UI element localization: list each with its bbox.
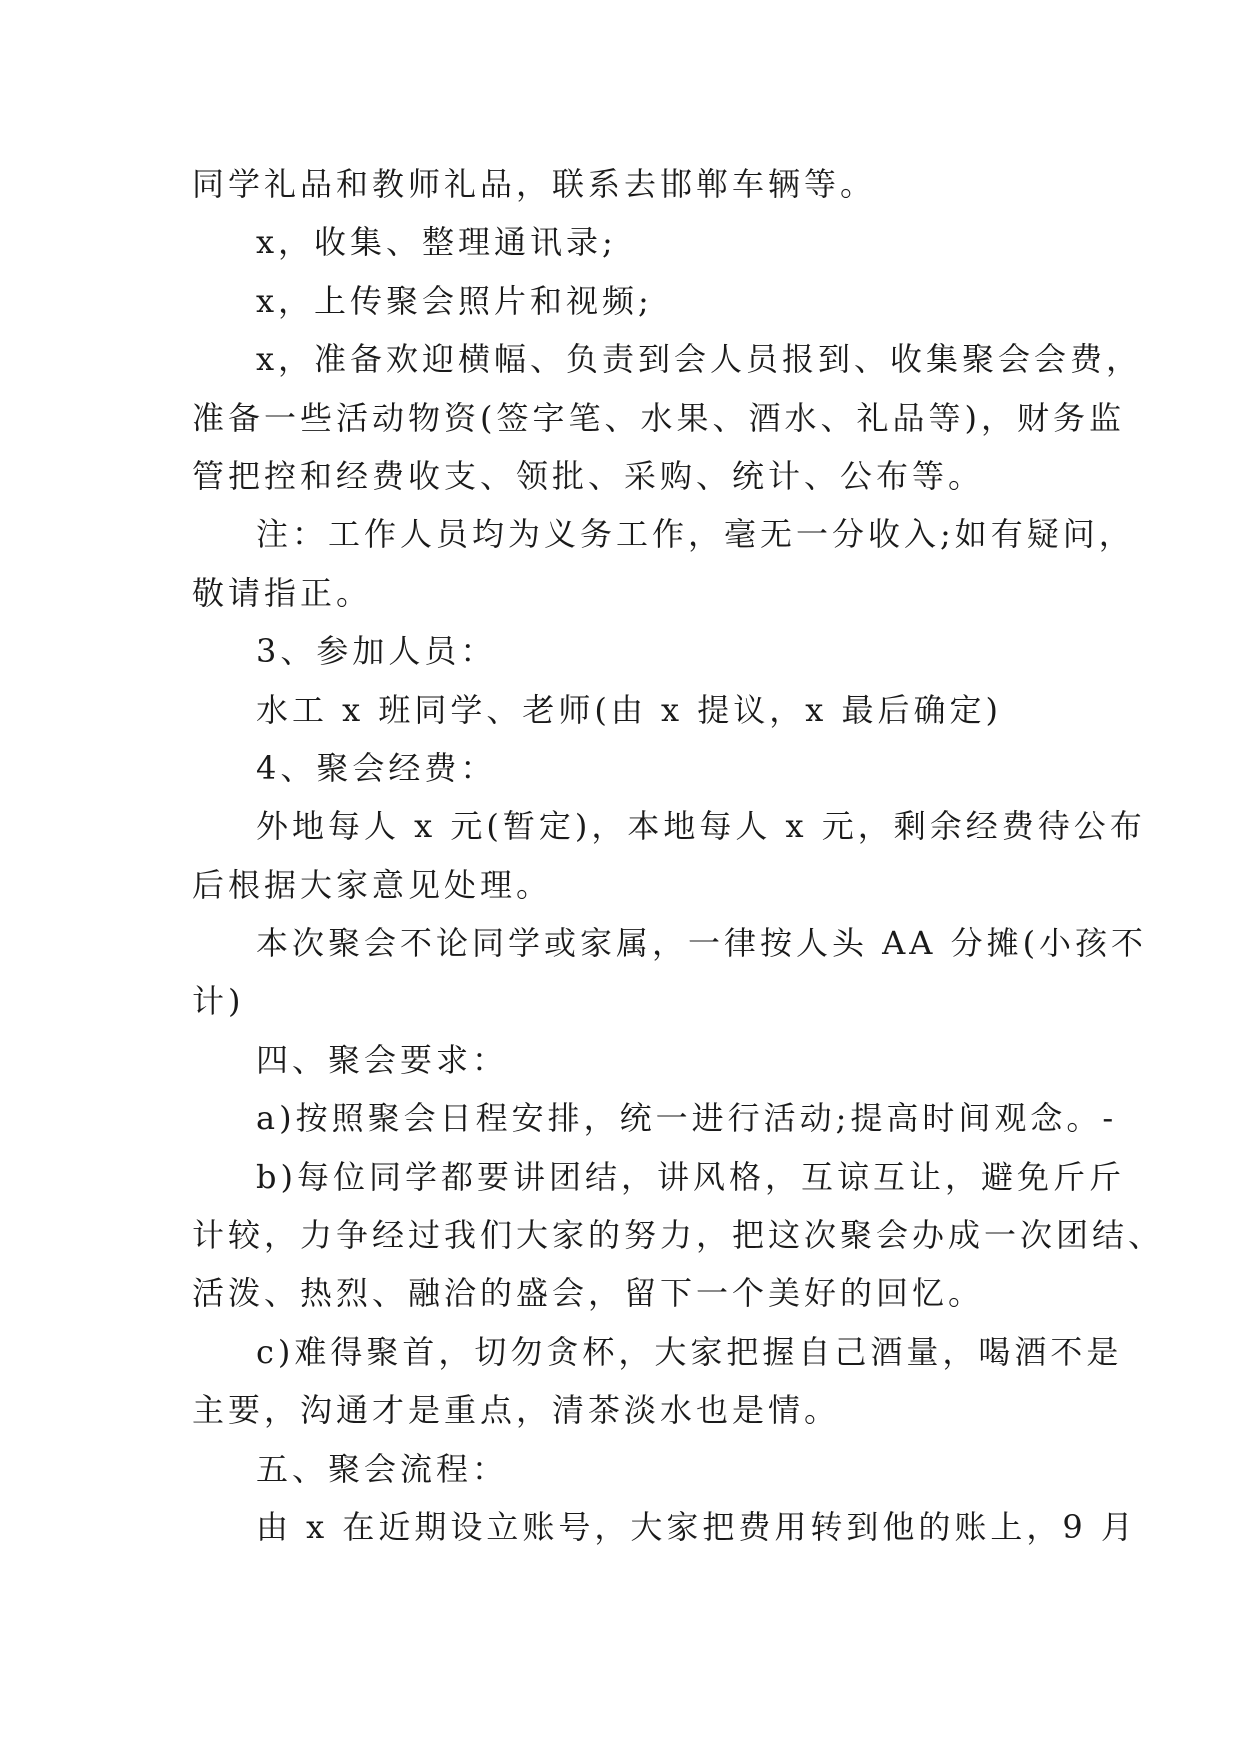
text-line: c)难得聚首，切勿贪杯，大家把握自己酒量，喝酒不是 — [256, 1332, 1123, 1371]
text-line: 水工 x 班同学、老师(由 x 提议，x 最后确定) — [256, 690, 1002, 729]
text-line: 计较，力争经过我们大家的努力，把这次聚会办成一次团结、 — [192, 1216, 1165, 1255]
section-heading: 五、聚会流程： — [256, 1449, 509, 1488]
text-line: 本次聚会不论同学或家属，一律按人头 AA 分摊(小孩不 — [256, 924, 1148, 963]
text-line: 注：工作人员均为义务工作，毫无一分收入;如有疑问， — [256, 515, 1135, 554]
text-line: 同学礼品和教师礼品，联系去邯郸车辆等。 — [192, 165, 877, 203]
text-line: x，收集、整理通讯录; — [256, 223, 617, 262]
document-page — [192, 155, 1165, 1556]
text-line: 敬请指正。 — [192, 573, 373, 612]
text-line: x，准备欢迎横幅、负责到会人员报到、收集聚会会费， — [256, 340, 1143, 379]
text-line: 由 x 在近期设立账号，大家把费用转到他的账上，9 月 — [256, 1507, 1137, 1546]
text-line: 外地每人 x 元(暂定)，本地每人 x 元，剩余经费待公布 — [256, 807, 1146, 846]
text-line: a)按照聚会日程安排，统一进行活动;提高时间观念。- — [256, 1099, 1118, 1138]
text-line: 管把控和经费收支、领批、采购、统计、公布等。 — [192, 456, 985, 495]
text-line: 计) — [192, 982, 245, 1021]
text-line: 后根据大家意见处理。 — [192, 865, 553, 904]
section-heading: 4、聚会经费： — [256, 748, 497, 787]
text-line: b)每位同学都要讲团结，讲风格，互谅互让，避免斤斤 — [256, 1157, 1125, 1196]
text-line: 主要，沟通才是重点，清茶淡水也是情。 — [192, 1391, 841, 1430]
text-line: 活泼、热烈、融洽的盛会，留下一个美好的回忆。 — [192, 1274, 985, 1313]
text-line: x，上传聚会照片和视频; — [256, 281, 653, 320]
section-heading: 四、聚会要求： — [256, 1040, 509, 1079]
section-heading: 3、参加人员： — [256, 632, 497, 671]
text-line: 准备一些活动物资(签字笔、水果、酒水、礼品等)，财务监 — [192, 398, 1125, 437]
